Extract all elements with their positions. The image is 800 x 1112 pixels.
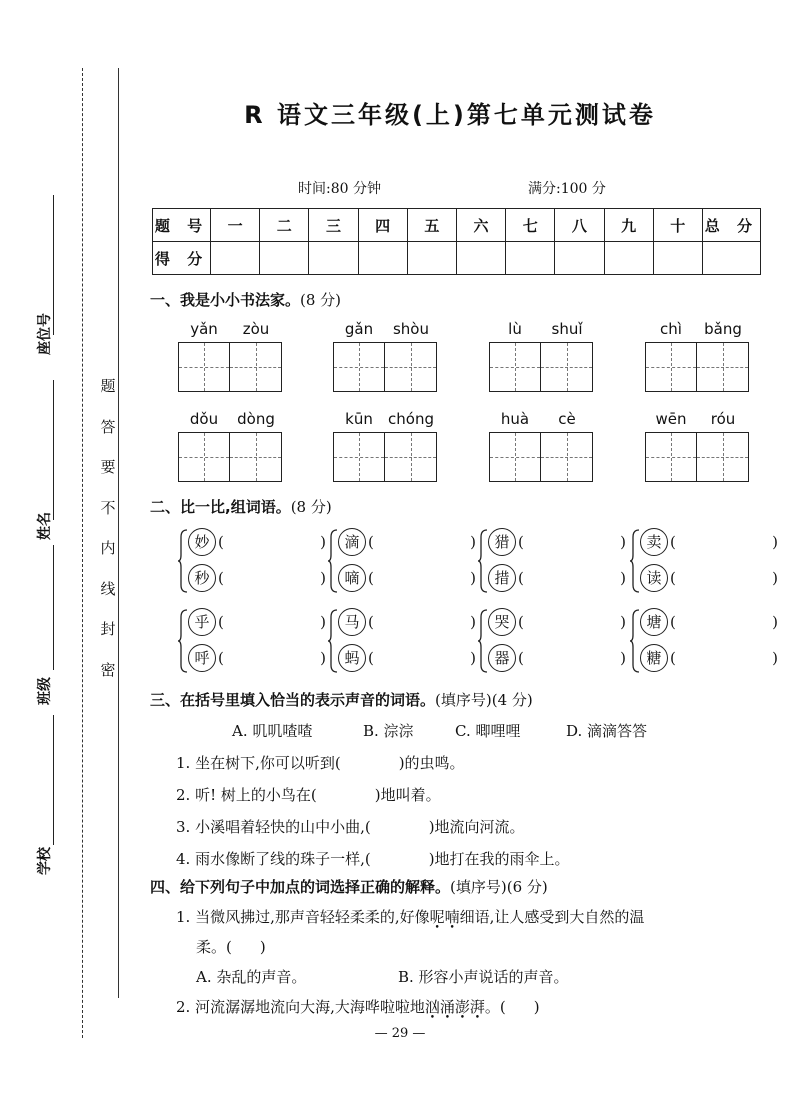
question-3-1 bbox=[176, 752, 465, 773]
brace-icon bbox=[178, 529, 188, 593]
circled-character: 马 bbox=[338, 608, 366, 636]
score-column-header: 一 bbox=[211, 209, 260, 242]
circled-character: 乎 bbox=[188, 608, 216, 636]
page-title: R 语文三年级(上)第七单元测试卷 bbox=[244, 101, 656, 129]
section-4-title: 四、给下列句子中加点的词选择正确的解释。 bbox=[150, 878, 451, 896]
emphasis-character: 呢 bbox=[429, 908, 445, 926]
brace-icon bbox=[630, 609, 640, 673]
paren-open: ( bbox=[670, 649, 676, 667]
paren-open: ( bbox=[518, 569, 524, 587]
paren-open: ( bbox=[518, 533, 524, 551]
circled-character: 秒 bbox=[188, 564, 216, 592]
emphasis-character: 湃 bbox=[469, 998, 485, 1016]
writing-cell[interactable] bbox=[541, 432, 593, 482]
pinyin bbox=[178, 410, 282, 428]
paren-open: ( bbox=[218, 649, 224, 667]
dotted-word bbox=[430, 908, 460, 926]
pinyin-syllable: bǎng bbox=[704, 320, 742, 338]
writing-cell[interactable] bbox=[178, 432, 230, 482]
answer-blank[interactable] bbox=[218, 613, 326, 631]
seal-char: 要 bbox=[100, 458, 116, 476]
emphasis-character: 澎 bbox=[454, 998, 470, 1016]
pair-row bbox=[488, 607, 626, 637]
seal-char: 题 bbox=[100, 377, 116, 395]
writing-cell[interactable] bbox=[645, 342, 697, 392]
seal-char: 密 bbox=[100, 660, 116, 679]
writing-cell[interactable] bbox=[385, 432, 437, 482]
pinyin-syllable: chóng bbox=[388, 410, 434, 428]
circled-character: 蚂 bbox=[338, 644, 366, 672]
emphasis-character: 汹 bbox=[424, 998, 440, 1016]
school-field[interactable] bbox=[26, 715, 66, 875]
paren-close: ) bbox=[470, 533, 476, 551]
paren-close: ) bbox=[772, 649, 778, 667]
paren-close: ) bbox=[320, 533, 326, 551]
pair-row bbox=[188, 607, 326, 637]
score-cell[interactable] bbox=[506, 242, 555, 275]
pair-row bbox=[640, 607, 778, 637]
answer-blank[interactable] bbox=[368, 613, 476, 631]
paren-open: ( bbox=[670, 613, 676, 631]
exam-time: 时间:80 分钟 bbox=[298, 181, 381, 197]
circled-character: 哭 bbox=[488, 608, 516, 636]
score-header-row bbox=[153, 209, 761, 242]
question-4-1-option-a: A. 杂乱的声音。 bbox=[196, 968, 307, 986]
question-text: 2. 河流潺潺地流向大海,大海哗啦啦地 bbox=[176, 998, 425, 1016]
pinyin-syllable: cè bbox=[558, 410, 576, 428]
pinyin bbox=[645, 320, 749, 338]
option-b: B. 淙淙 bbox=[363, 722, 414, 740]
score-column-header: 十 bbox=[653, 209, 702, 242]
brace-icon bbox=[630, 529, 640, 593]
name-field[interactable] bbox=[26, 380, 66, 540]
pair-row bbox=[338, 643, 476, 673]
paren-open: ( bbox=[368, 533, 374, 551]
section-3-title: 三、在括号里填入恰当的表示声音的词语。 bbox=[150, 691, 436, 709]
pinyin-syllable: yǎn bbox=[190, 320, 218, 338]
paren-open: ( bbox=[218, 613, 224, 631]
score-cell[interactable] bbox=[702, 242, 760, 275]
pinyin bbox=[645, 410, 749, 428]
circled-character: 塘 bbox=[640, 608, 668, 636]
full-score: 满分:100 分 bbox=[528, 181, 606, 197]
question-text: )地流向河流。 bbox=[428, 818, 525, 836]
pinyin bbox=[489, 410, 593, 428]
class-field[interactable] bbox=[26, 545, 66, 705]
pair-row bbox=[188, 643, 326, 673]
writing-cell[interactable] bbox=[385, 342, 437, 392]
paren-close: ) bbox=[772, 613, 778, 631]
question-text: 2. 听! 树上的小鸟在( bbox=[176, 786, 317, 804]
compare-pair bbox=[178, 527, 328, 597]
pair-row bbox=[488, 527, 626, 557]
circled-character: 滴 bbox=[338, 528, 366, 556]
circled-character: 卖 bbox=[640, 528, 668, 556]
section-3-points: (填序号)(4 分) bbox=[435, 691, 533, 709]
score-column-header: 八 bbox=[555, 209, 604, 242]
score-column-header: 四 bbox=[358, 209, 407, 242]
question-text: )地打在我的雨伞上。 bbox=[428, 850, 570, 868]
section-1-title: 一、我是小小书法家。 bbox=[150, 291, 301, 309]
seat-number-field[interactable] bbox=[26, 195, 66, 355]
question-4-1 bbox=[176, 906, 644, 927]
pair-row bbox=[338, 607, 476, 637]
circled-character: 器 bbox=[488, 644, 516, 672]
answer-blank[interactable] bbox=[368, 649, 476, 667]
section-1-heading bbox=[150, 289, 341, 310]
paren-close: ) bbox=[320, 613, 326, 631]
score-cell[interactable] bbox=[653, 242, 702, 275]
question-text: 细语,让人感受到大自然的温 bbox=[459, 908, 645, 926]
compare-pair bbox=[478, 527, 628, 597]
paren-close: ) bbox=[772, 569, 778, 587]
paren-close: ) bbox=[620, 613, 626, 631]
score-column-header: 二 bbox=[260, 209, 309, 242]
section-2-title: 二、比一比,组词语。 bbox=[150, 498, 291, 516]
paren-open: ( bbox=[218, 533, 224, 551]
circled-character: 猎 bbox=[488, 528, 516, 556]
paren-open: ( bbox=[670, 533, 676, 551]
pinyin bbox=[178, 320, 282, 338]
answer-blank[interactable] bbox=[670, 569, 778, 587]
section-3-heading bbox=[150, 689, 533, 710]
question-text: 1. 坐在树下,你可以听到( bbox=[176, 754, 341, 772]
writing-cell[interactable] bbox=[489, 432, 541, 482]
option-d: D. 滴滴答答 bbox=[566, 722, 648, 740]
score-cell[interactable] bbox=[555, 242, 604, 275]
section-1-points: (8 分) bbox=[300, 291, 342, 309]
pair-row bbox=[338, 563, 476, 593]
pinyin-syllable: dòng bbox=[237, 410, 275, 428]
pair-row bbox=[488, 643, 626, 673]
question-text: ) bbox=[533, 998, 540, 1016]
question-text: )的虫鸣。 bbox=[398, 754, 465, 772]
writing-cell[interactable] bbox=[697, 432, 749, 482]
writing-cell[interactable] bbox=[178, 342, 230, 392]
question-text: 。( bbox=[484, 998, 506, 1016]
paren-open: ( bbox=[368, 613, 374, 631]
paren-close: ) bbox=[470, 613, 476, 631]
seal-char: 线 bbox=[100, 579, 116, 598]
paren-open: ( bbox=[368, 649, 374, 667]
pair-row bbox=[640, 527, 778, 557]
section-2-heading bbox=[150, 496, 332, 517]
section-4-points: (填序号)(6 分) bbox=[450, 878, 548, 896]
pinyin-syllable: shòu bbox=[392, 320, 429, 338]
school-label: 学校 bbox=[37, 847, 53, 875]
writing-cell[interactable] bbox=[697, 342, 749, 392]
writing-cell[interactable] bbox=[489, 342, 541, 392]
circled-character: 读 bbox=[640, 564, 668, 592]
pair-row bbox=[640, 563, 778, 593]
answer-blank[interactable] bbox=[368, 569, 476, 587]
score-column-header: 九 bbox=[604, 209, 653, 242]
question-text: 1. 当微风拂过,那声音轻轻柔柔的,好像 bbox=[176, 908, 430, 926]
compare-pair bbox=[328, 527, 478, 597]
score-cell[interactable] bbox=[456, 242, 505, 275]
score-column-header: 三 bbox=[309, 209, 358, 242]
score-cell[interactable] bbox=[358, 242, 407, 275]
answer-blank[interactable] bbox=[368, 533, 476, 551]
option-c: C. 唧哩哩 bbox=[455, 722, 521, 740]
answer-blank[interactable] bbox=[218, 569, 326, 587]
question-text: 4. 雨水像断了线的珠子一样,( bbox=[176, 850, 371, 868]
answer-blank[interactable] bbox=[518, 569, 626, 587]
paren-close: ) bbox=[320, 649, 326, 667]
question-text: )地叫着。 bbox=[374, 786, 441, 804]
compare-pair bbox=[478, 607, 628, 677]
seal-char: 封 bbox=[100, 620, 116, 638]
compare-pair bbox=[630, 527, 780, 597]
question-4-2 bbox=[176, 996, 540, 1017]
score-row-label: 得 分 bbox=[153, 242, 211, 275]
pinyin-syllable: shuǐ bbox=[551, 320, 583, 338]
page-number: — 29 — bbox=[374, 1026, 426, 1041]
section-4-heading bbox=[150, 876, 548, 897]
answer-blank[interactable] bbox=[518, 533, 626, 551]
pair-row bbox=[488, 563, 626, 593]
pair-row bbox=[640, 643, 778, 673]
question-3-4 bbox=[176, 848, 570, 869]
question-text: 柔。( bbox=[196, 938, 232, 956]
pinyin bbox=[489, 320, 593, 338]
name-label: 姓名 bbox=[37, 512, 53, 540]
section-2-points: (8 分) bbox=[290, 498, 332, 516]
question-text: 3. 小溪唱着轻快的山中小曲,( bbox=[176, 818, 371, 836]
circled-character: 妙 bbox=[188, 528, 216, 556]
score-column-header: 五 bbox=[407, 209, 456, 242]
answer-blank[interactable] bbox=[518, 613, 626, 631]
circled-character: 呼 bbox=[188, 644, 216, 672]
seal-char: 内 bbox=[100, 539, 116, 557]
score-value-row bbox=[153, 242, 761, 275]
answer-blank[interactable] bbox=[670, 613, 778, 631]
writing-cell[interactable] bbox=[230, 432, 282, 482]
pinyin bbox=[333, 410, 437, 428]
pinyin bbox=[333, 320, 437, 338]
option-a: A. 叽叽喳喳 bbox=[232, 722, 313, 740]
score-cell[interactable] bbox=[211, 242, 260, 275]
brace-icon bbox=[328, 529, 338, 593]
pinyin-syllable: zòu bbox=[242, 320, 270, 338]
circled-character: 嘀 bbox=[338, 564, 366, 592]
score-cell[interactable] bbox=[604, 242, 653, 275]
pair-row bbox=[188, 527, 326, 557]
binding-dashed-line bbox=[82, 68, 83, 1038]
pinyin-syllable: lù bbox=[508, 320, 522, 338]
question-text: ) bbox=[259, 938, 266, 956]
paren-close: ) bbox=[320, 569, 326, 587]
compare-pair bbox=[178, 607, 328, 677]
paren-close: ) bbox=[772, 533, 778, 551]
paren-open: ( bbox=[518, 649, 524, 667]
pinyin-syllable: huà bbox=[500, 410, 530, 428]
compare-pair bbox=[328, 607, 478, 677]
answer-blank[interactable] bbox=[218, 649, 326, 667]
circled-character: 糖 bbox=[640, 644, 668, 672]
emphasis-character: 涌 bbox=[439, 998, 455, 1016]
score-cell[interactable] bbox=[260, 242, 309, 275]
seal-char: 不 bbox=[100, 498, 116, 517]
answer-blank[interactable] bbox=[518, 649, 626, 667]
emphasis-character: 喃 bbox=[444, 908, 460, 926]
score-cell[interactable] bbox=[309, 242, 358, 275]
question-3-3 bbox=[176, 816, 525, 837]
class-label: 班级 bbox=[37, 677, 53, 705]
brace-icon bbox=[478, 609, 488, 673]
paren-close: ) bbox=[620, 649, 626, 667]
pair-row bbox=[188, 563, 326, 593]
question-4-1-option-b: B. 形容小声说话的声音。 bbox=[398, 968, 569, 986]
paren-open: ( bbox=[368, 569, 374, 587]
writing-cell[interactable] bbox=[333, 432, 385, 482]
paren-open: ( bbox=[218, 569, 224, 587]
circled-character: 措 bbox=[488, 564, 516, 592]
paren-open: ( bbox=[518, 613, 524, 631]
writing-cell[interactable] bbox=[333, 342, 385, 392]
pinyin-syllable: gǎn bbox=[344, 320, 374, 338]
question-4-1-cont bbox=[196, 936, 266, 957]
brace-icon bbox=[178, 609, 188, 673]
answer-blank[interactable] bbox=[670, 649, 778, 667]
pinyin-syllable: wēn bbox=[655, 410, 687, 428]
paren-close: ) bbox=[620, 569, 626, 587]
answer-blank[interactable] bbox=[218, 533, 326, 551]
pinyin-syllable: chì bbox=[660, 320, 682, 338]
score-row-label: 题 号 bbox=[153, 209, 211, 242]
seat-number-label: 座位号 bbox=[37, 313, 53, 355]
writing-cell[interactable] bbox=[541, 342, 593, 392]
paren-close: ) bbox=[620, 533, 626, 551]
pinyin-syllable: róu bbox=[710, 410, 736, 428]
writing-cell[interactable] bbox=[230, 342, 282, 392]
paren-close: ) bbox=[470, 569, 476, 587]
seal-char: 答 bbox=[100, 417, 116, 436]
score-cell[interactable] bbox=[407, 242, 456, 275]
question-3-2 bbox=[176, 784, 441, 805]
score-column-header: 六 bbox=[456, 209, 505, 242]
paren-close: ) bbox=[470, 649, 476, 667]
pinyin-syllable: kūn bbox=[345, 410, 373, 428]
writing-cell[interactable] bbox=[645, 432, 697, 482]
paren-open: ( bbox=[670, 569, 676, 587]
score-table bbox=[152, 208, 761, 275]
answer-blank[interactable] bbox=[670, 533, 778, 551]
compare-pair bbox=[630, 607, 780, 677]
pair-row bbox=[338, 527, 476, 557]
brace-icon bbox=[478, 529, 488, 593]
seal-line-notice bbox=[96, 375, 120, 699]
dotted-word bbox=[425, 998, 485, 1016]
score-column-header: 七 bbox=[506, 209, 555, 242]
score-column-header: 总 分 bbox=[702, 209, 760, 242]
pinyin-syllable: dǒu bbox=[189, 410, 219, 428]
brace-icon bbox=[328, 609, 338, 673]
